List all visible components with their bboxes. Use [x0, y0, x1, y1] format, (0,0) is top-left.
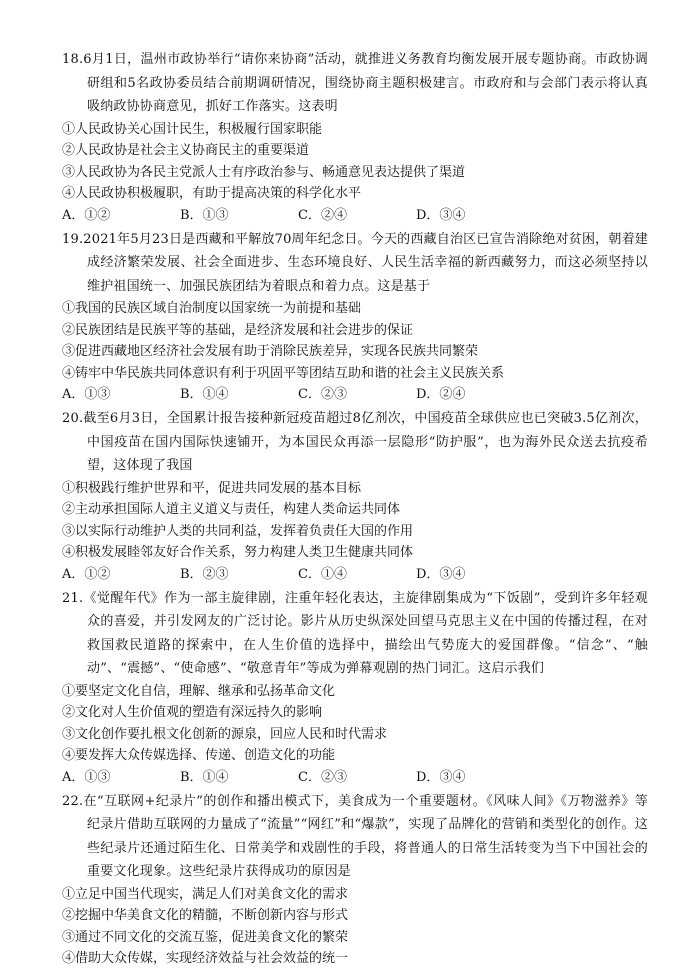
choice-b: B．①③ [180, 207, 229, 223]
statement-1: ①我国的民族区域自治制度以国家统一为前提和基础 [62, 301, 362, 316]
statement-2: ②人民政协是社会主义协商民主的重要渠道 [62, 143, 310, 158]
answer-choices [62, 767, 648, 788]
statement-4: ④要发挥大众传媒选择、传递、创造文化的功能 [62, 748, 336, 763]
choice-a: A．①③ [62, 769, 111, 785]
question-22 [62, 790, 648, 970]
statement-3: ③通过不同文化的交流互鉴，促进美食文化的繁荣 [62, 929, 349, 945]
question-20 [62, 407, 648, 585]
statement-4: ④人民政协积极履职，有助于提高决策的科学化水平 [62, 186, 362, 201]
choice-b: B．①④ [180, 769, 229, 785]
statement-2: ②文化对人生价值观的塑造有深远持久的影响 [62, 705, 323, 720]
statement-2: ②挖掘中华美食文化的精髓，不断创新内容与形式 [62, 908, 349, 923]
statement-2: ②民族团结是民族平等的基础，是经济发展和社会进步的保证 [62, 322, 414, 338]
choice-d: D．③④ [416, 769, 466, 785]
choice-c: C．①④ [298, 566, 347, 582]
statement-2: ②主动承担国际人道主义道义与责任，构建人类命运共同体 [62, 502, 401, 517]
question-stem: 18.6月1日，温州市政协举行“请你来协商”活动，就推进义务教育均衡发展开展专题协商。市政协调研组和5名政协委员结合前期调研情况，围绕协商主题积极建言。市政府和与会部门表示将认真吸纳政协协商意见，抓好工作落实。这表明 [62, 52, 648, 114]
statement-3: ③文化创作要扎根文化创新的源泉，回应人民和时代需求 [62, 726, 388, 742]
choice-a: A．①③ [62, 387, 111, 402]
answer-choices [62, 564, 648, 585]
statement-1: ①积极践行维护世界和平，促进共同发展的基本目标 [62, 480, 362, 496]
question-stem: 20.截至6月3日，全国累计报告接种新冠疫苗超过8亿剂次，中国疫苗全球供应也已突破3.5亿剂次，中国疫苗在国内国际快速铺开，为本国民众再添一层隐形“防护服”，也为海外民众送去抗疫希望，这体现了我国 [62, 411, 648, 473]
question-18 [62, 48, 648, 226]
choice-d: D．③④ [416, 207, 466, 223]
choice-d: D．②④ [416, 387, 466, 402]
statement-3: ③以实际行动维护人类的共同利益，发挥着负责任大国的作用 [62, 523, 414, 539]
choice-d: D．③④ [416, 566, 466, 582]
question-19 [62, 228, 648, 406]
choice-b: B．①④ [180, 387, 229, 402]
question-stem: 22.在“互联网+纪录片”的创作和播出模式下，美食成为一个重要题材。《风味人间》《万物滋养》等纪录片借助互联网的力量成了“流量”“网红”和“爆款”，实现了品牌化的营销和类型化的创作。这些纪录片还通过陌生化、日常美学和戏剧性的手段，将普通人的日常生活转变为当下中国社会的重要文化现象。这些纪录片获得成功的原因是 [62, 793, 648, 879]
statement-3: ③人民政协为各民主党派人士有序政治参与、畅通意见表达提供了渠道 [62, 164, 466, 180]
statement-3: ③促进西藏地区经济社会发展有助于消除民族差异，实现各民族共同繁荣 [62, 344, 479, 359]
statement-1: ①人民政协关心国计民生，积极履行国家职能 [62, 121, 323, 137]
choice-c: C．②④ [298, 207, 347, 223]
question-stem: 21.《觉醒年代》作为一部主旋律剧，注重年轻化表达，主旋律剧集成为“下饭剧”，受到许多年轻观众的喜爱，并引发网友的广泛讨论。影片从历史纵深处回望马克思主义在中国的传播过程，在对救国救民道路的探索中，在人生价值的选择中，描绘出气势庞大的爱国群像。“信念”、“触动”、“震撼”、“使命感”、“敬意青年”等成为弹幕观剧的热门词汇。这启示我们 [62, 590, 648, 676]
question-21 [62, 587, 648, 788]
statement-4: ④积极发展睦邻友好合作关系，努力构建人类卫生健康共同体 [62, 545, 414, 560]
question-stem: 19.2021年5月23日是西藏和平解放70周年纪念日。今天的西藏自治区已宣告消除绝对贫困，朝着建成经济繁荣发展、社会全面进步、生态环境良好、人民生活幸福的新西藏努力，而这必须坚持以维护祖国统一、加强民族团结为着眼点和着力点。这是基于 [62, 231, 648, 294]
choice-b: B．②③ [180, 566, 229, 582]
answer-choices [62, 384, 648, 405]
answer-choices [62, 205, 648, 226]
choice-a: A．①② [62, 207, 111, 223]
statement-1: ①要坚定文化自信，理解、继承和弘扬革命文化 [62, 683, 336, 699]
statement-1: ①立足中国当代现实，满足人们对美食文化的需求 [62, 886, 349, 902]
choice-a: A．①② [62, 566, 111, 582]
choice-c: C．②③ [298, 769, 347, 785]
statement-4: ④铸牢中华民族共同体意识有利于巩固平等团结互助和谐的社会主义民族关系 [62, 365, 505, 381]
choice-c: C．②③ [298, 387, 347, 402]
statement-4: ④借助大众传媒，实现经济效益与社会效益的统一 [62, 951, 349, 966]
